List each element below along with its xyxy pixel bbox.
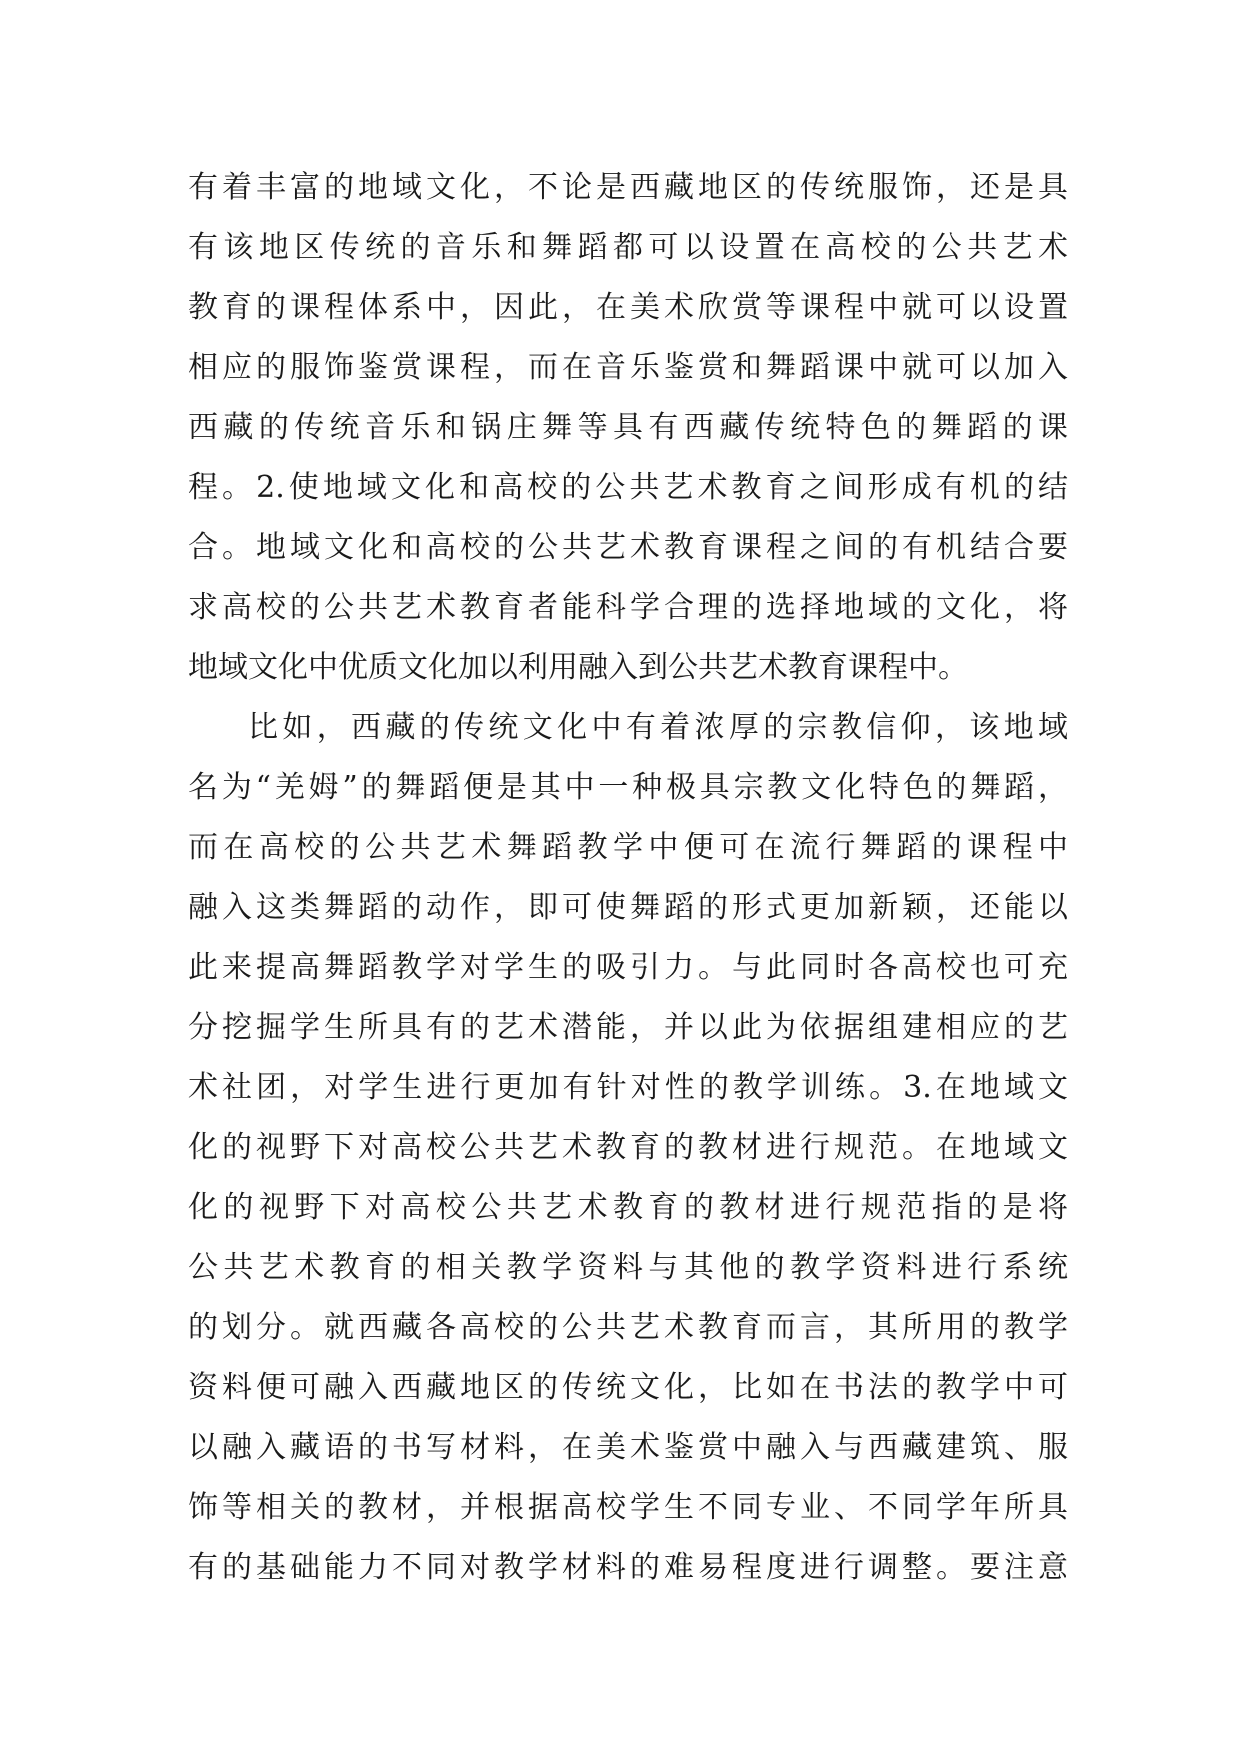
text-line: 相应的服饰鉴赏课程，而在音乐鉴赏和舞蹈课中就可以加入 — [188, 350, 1068, 385]
text-line: 公共艺术教育的相关教学资料与其他的教学资料进行系统 — [188, 1250, 1068, 1285]
text-line: 合。地域文化和高校的公共艺术教育课程之间的有机结合要 — [188, 530, 1068, 565]
paragraph-start-line: 比如，西藏的传统文化中有着浓厚的宗教信仰，该地域 — [248, 710, 1068, 745]
text-line: 以融入藏语的书写材料，在美术鉴赏中融入与西藏建筑、服 — [188, 1430, 1068, 1465]
body-text — [188, 158, 1068, 1598]
paragraph-end-line: 地域文化中优质文化加以利用融入到公共艺术教育课程中。 — [188, 650, 968, 685]
text-line: 的划分。就西藏各高校的公共艺术教育而言，其所用的教学 — [188, 1310, 1068, 1345]
text-line: 西藏的传统音乐和锅庄舞等具有西藏传统特色的舞蹈的课 — [188, 410, 1068, 445]
text-line: 此来提高舞蹈教学对学生的吸引力。与此同时各高校也可充 — [188, 950, 1068, 985]
text-line: 资料便可融入西藏地区的传统文化，比如在书法的教学中可 — [188, 1370, 1068, 1405]
text-line: 化的视野下对高校公共艺术教育的教材进行规范。在地域文 — [188, 1130, 1068, 1165]
text-line: 有的基础能力不同对教学材料的难易程度进行调整。要注意 — [188, 1550, 1068, 1585]
text-line: 术社团，对学生进行更加有针对性的教学训练。3.在地域文 — [188, 1070, 1068, 1105]
text-line: 化的视野下对高校公共艺术教育的教材进行规范指的是将 — [188, 1190, 1068, 1225]
text-line: 求高校的公共艺术教育者能科学合理的选择地域的文化，将 — [188, 590, 1068, 625]
text-line: 有着丰富的地域文化，不论是西藏地区的传统服饰，还是具 — [188, 170, 1068, 205]
text-line: 名为“羌姆”的舞蹈便是其中一种极具宗教文化特色的舞蹈， — [188, 770, 1068, 805]
text-line: 饰等相关的教材，并根据高校学生不同专业、不同学年所具 — [188, 1490, 1068, 1525]
text-line: 分挖掘学生所具有的艺术潜能，并以此为依据组建相应的艺 — [188, 1010, 1068, 1045]
text-line: 程。2.使地域文化和高校的公共艺术教育之间形成有机的结 — [188, 470, 1068, 505]
text-line: 有该地区传统的音乐和舞蹈都可以设置在高校的公共艺术 — [188, 230, 1068, 265]
text-line: 而在高校的公共艺术舞蹈教学中便可在流行舞蹈的课程中 — [188, 830, 1068, 865]
text-line: 教育的课程体系中，因此，在美术欣赏等课程中就可以设置 — [188, 290, 1068, 325]
text-line: 融入这类舞蹈的动作，即可使舞蹈的形式更加新颖，还能以 — [188, 890, 1068, 925]
